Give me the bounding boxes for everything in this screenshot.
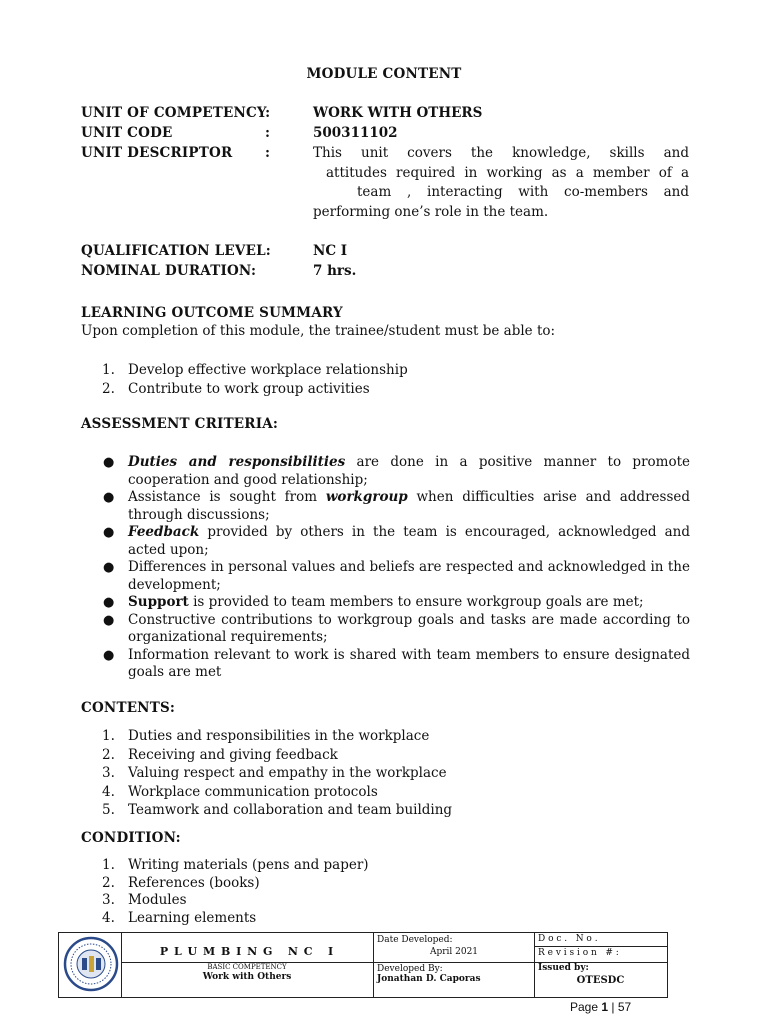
footer-date-label: Date Developed: [377, 935, 453, 945]
condition-list [81, 857, 369, 927]
list-number: 4. [102, 909, 115, 926]
list-number: 5. [102, 802, 115, 818]
descriptor-line: performing one’s role in the team. [313, 203, 549, 220]
assessment-emphasis: Feedback [128, 524, 200, 540]
assessment-heading: ASSESSMENT CRITERIA: [81, 416, 279, 432]
learning-outcome-heading: LEARNING OUTCOME SUMMARY [81, 305, 343, 321]
list-number: 2. [102, 380, 115, 397]
unit-code-value: 500311102 [313, 125, 398, 141]
bullet-icon: ● [103, 647, 115, 663]
list-item [81, 875, 369, 893]
assessment-text: Differences in personal values and beliefs are respected and acknowledged in the development; [128, 559, 690, 593]
bullet-icon: ● [103, 490, 115, 505]
list-item-text: Learning elements [128, 909, 257, 926]
footer-developer-value: Jonathan D. Caporas [377, 974, 481, 984]
footer-developer-label: Developed By: [377, 964, 443, 974]
contents-heading: CONTENTS: [81, 700, 176, 716]
assessment-emphasis: Duties and responsibilities [128, 454, 346, 470]
page-current: 1 [601, 1000, 609, 1014]
assessment-text: Assistance is sought from [128, 489, 326, 505]
assessment-item [81, 559, 690, 594]
assessment-list [81, 454, 690, 682]
list-item [81, 857, 369, 875]
list-number: 1. [102, 857, 115, 873]
list-item [81, 727, 452, 746]
assessment-item [81, 647, 690, 682]
learning-outcome-list [81, 361, 408, 398]
contents-list [81, 727, 452, 820]
list-item [81, 910, 369, 928]
list-item [81, 746, 452, 765]
unit-code-label: UNIT CODE [81, 125, 173, 141]
qualification-value: NC I [313, 243, 348, 259]
list-item [81, 783, 452, 802]
list-number: 1. [102, 362, 115, 378]
footer-competency-name: Work with Others [202, 972, 292, 982]
qualification-label: QUALIFICATION LEVEL: [81, 243, 271, 259]
bullet-icon: ● [103, 525, 115, 540]
unit-descriptor-text [313, 144, 689, 222]
footer-competency-type: BASIC COMPETENCY [207, 963, 287, 971]
duration-value: 7 hrs. [313, 263, 357, 279]
page-title: MODULE CONTENT [306, 66, 462, 82]
bullet-icon: ● [103, 560, 115, 575]
assessment-text: is provided to team members to ensure workgroup goals are met; [188, 594, 644, 610]
divider [534, 933, 535, 997]
assessment-item [81, 612, 690, 647]
list-number: 3. [102, 765, 115, 781]
list-number: 1. [102, 728, 115, 744]
bullet-icon: ● [103, 612, 115, 628]
footer-table [58, 932, 668, 998]
divider [373, 933, 374, 997]
assessment-text: Information relevant to work is shared with team members to ensure designated goals are met [128, 646, 690, 680]
list-item-text: Teamwork and collaboration and team building [128, 802, 453, 818]
list-item-text: Receiving and giving feedback [128, 746, 338, 763]
list-item [81, 892, 369, 910]
list-number: 4. [102, 783, 115, 800]
assessment-text: Constructive contributions to workgroup goals and tasks are made according to organizational requirements; [128, 611, 690, 645]
descriptor-line: attitudes required in working as a member of a [326, 164, 689, 181]
page-total: 57 [617, 1000, 632, 1014]
assessment-item [81, 454, 690, 489]
assessment-item [81, 594, 690, 612]
page-label: Page [570, 1000, 599, 1014]
assessment-item [81, 489, 690, 524]
assessment-emphasis: Support [128, 594, 189, 610]
descriptor-line: team , interacting with co-members and [357, 184, 689, 200]
assessment-text: provided by others in the team is encouraged, acknowledged and acted upon; [128, 524, 690, 558]
list-item-text: Modules [128, 892, 187, 908]
list-item-text: Develop effective workplace relationship [128, 362, 408, 378]
assessment-emphasis: workgroup [325, 489, 408, 505]
assessment-text: when difficulties arise and addressed through discussions; [128, 489, 691, 523]
unit-code-colon: : [265, 125, 270, 141]
bullet-icon: ● [103, 455, 115, 470]
page-number [570, 1000, 631, 1014]
list-number: 3. [102, 892, 115, 908]
footer-issued-value: OTESDC [576, 975, 625, 986]
duration-label: NOMINAL DURATION: [81, 263, 257, 279]
condition-heading: CONDITION: [81, 830, 181, 846]
divider [534, 946, 667, 947]
descriptor-line: This unit covers the knowledge, skills and [313, 145, 689, 161]
unit-competency-label: UNIT OF COMPETENCY: [81, 105, 271, 121]
list-number: 2. [102, 874, 115, 891]
list-item [81, 380, 408, 399]
list-item-text: Valuing respect and empathy in the workplace [128, 765, 447, 781]
unit-competency-value: WORK WITH OTHERS [313, 105, 483, 121]
tesda-seal-icon [63, 936, 119, 992]
assessment-item [81, 524, 690, 559]
list-item-text: Workplace communication protocols [128, 783, 378, 800]
footer-date-value: April 2021 [429, 947, 479, 957]
list-item [81, 764, 452, 783]
list-item-text: Writing materials (pens and paper) [128, 857, 369, 873]
page-separator: | [611, 1000, 615, 1014]
list-item [81, 801, 452, 820]
list-item-text: Duties and responsibilities in the workplace [128, 728, 430, 744]
bullet-icon: ● [103, 595, 115, 610]
learning-outcome-intro: Upon completion of this module, the trainee/student must be able to: [81, 323, 556, 339]
list-item-text: Contribute to work group activities [128, 380, 370, 397]
assessment-text: are done in a positive manner to promote cooperation and good relationship; [128, 454, 690, 488]
list-item-text: References (books) [128, 874, 260, 891]
list-number: 2. [102, 746, 115, 763]
unit-descriptor-label: UNIT DESCRIPTOR [81, 145, 233, 161]
footer-revision-label: R e v i s i o n # : [538, 948, 619, 958]
list-item [81, 361, 408, 380]
footer-program: P L U M B I N G N C I [159, 945, 335, 958]
footer-doc-label: D o c . N o . [538, 934, 598, 944]
unit-descriptor-colon: : [265, 145, 270, 161]
footer-issued-label: Issued by: [538, 963, 589, 973]
